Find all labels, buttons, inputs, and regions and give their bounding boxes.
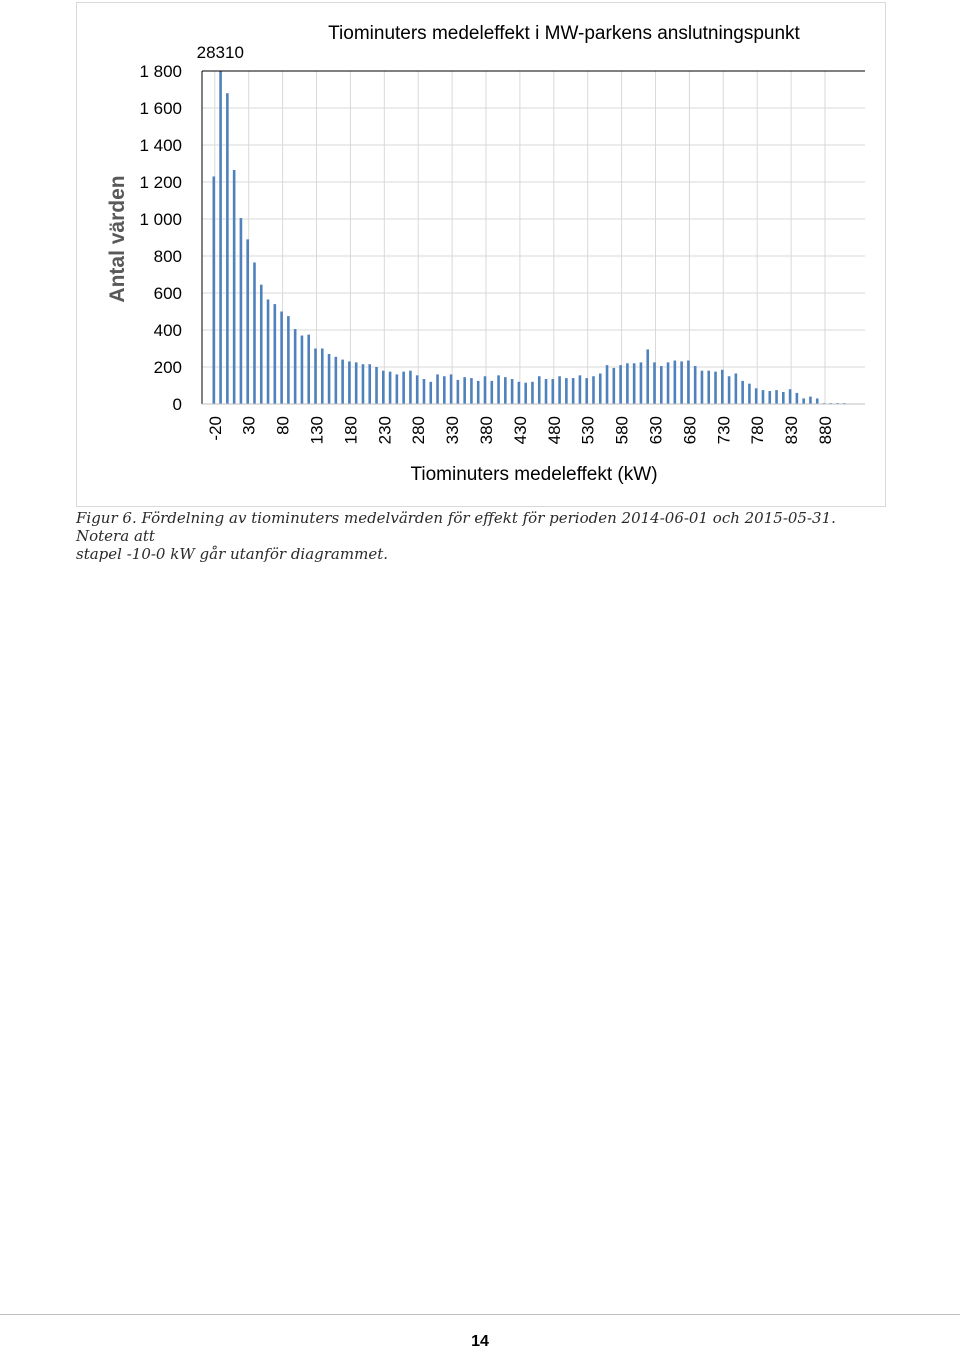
bar xyxy=(653,362,656,404)
x-tick-label: 880 xyxy=(816,416,835,445)
x-tick-label: 480 xyxy=(544,416,564,445)
chart-frame xyxy=(76,2,886,507)
bar xyxy=(280,312,283,405)
bar xyxy=(314,349,317,405)
x-tick-label: 430 xyxy=(510,416,530,445)
bar xyxy=(267,299,270,404)
bar xyxy=(524,383,527,404)
bar xyxy=(599,373,602,404)
bar xyxy=(450,374,453,404)
figure-caption xyxy=(76,509,886,563)
y-tick-label: 400 xyxy=(153,321,182,340)
histogram-chart xyxy=(77,3,887,508)
bar xyxy=(619,365,622,404)
bar xyxy=(613,368,616,404)
y-tick-label: 0 xyxy=(172,395,182,414)
bar xyxy=(463,377,466,404)
bar xyxy=(680,361,683,404)
bar xyxy=(389,372,392,404)
bar xyxy=(748,384,751,404)
bar xyxy=(423,379,426,404)
bar xyxy=(436,374,439,404)
bar xyxy=(341,360,344,404)
bar xyxy=(552,379,555,404)
bar xyxy=(707,371,710,404)
bar xyxy=(287,316,290,404)
bar xyxy=(375,367,378,404)
bars xyxy=(213,71,846,404)
x-tick-label: 730 xyxy=(714,416,734,445)
x-tick-label: 580 xyxy=(612,416,632,445)
bar xyxy=(721,370,724,404)
y-tick-label: 800 xyxy=(153,247,182,266)
bar xyxy=(260,285,263,404)
bar xyxy=(585,378,588,404)
caption-line-1: Figur 6. Fördelning av tiominuters medelvärden för effekt för perioden 2014-06-01 och 2015-05-31. Notera att xyxy=(76,509,836,545)
y-tick-label: 200 xyxy=(153,358,182,377)
bar xyxy=(362,364,365,404)
chart-title: Tiominuters medeleffekt i MW-parkens anslutningspunkt xyxy=(328,23,800,44)
bar xyxy=(409,371,412,404)
y-tick-label: 600 xyxy=(153,284,182,303)
bar xyxy=(633,363,636,404)
bar xyxy=(274,304,277,404)
bar xyxy=(348,361,351,404)
bar xyxy=(504,377,507,404)
x-axis-title: Tiominuters medeleffekt (kW) xyxy=(410,464,658,485)
bar xyxy=(484,376,487,404)
bar xyxy=(789,389,792,404)
bar xyxy=(646,349,649,404)
x-tick-label: 680 xyxy=(680,416,700,445)
bar xyxy=(667,362,670,404)
bar xyxy=(606,365,609,404)
bar xyxy=(775,390,778,404)
bar xyxy=(382,371,385,404)
bar xyxy=(565,378,568,404)
bar xyxy=(809,397,812,404)
x-tick-label: 180 xyxy=(341,416,361,445)
y-tick-label: 1 000 xyxy=(139,210,182,229)
x-tick-label: 330 xyxy=(443,416,463,445)
bar xyxy=(429,382,432,404)
bar xyxy=(579,375,582,404)
bar xyxy=(796,393,799,404)
y-axis-title: Antal värden xyxy=(106,175,129,303)
x-tick-label: 380 xyxy=(477,416,496,445)
bar xyxy=(477,381,480,404)
bar xyxy=(538,376,541,404)
bar xyxy=(572,378,575,404)
x-tick-label: -20 xyxy=(205,416,225,441)
y-tick-label: 1 600 xyxy=(139,99,182,118)
clipped-bar-value-label: 28310 xyxy=(196,43,244,62)
bar xyxy=(396,374,399,404)
bar xyxy=(355,362,358,404)
bar xyxy=(816,398,819,404)
bar xyxy=(307,335,310,404)
bar xyxy=(531,382,534,404)
bar xyxy=(497,375,500,404)
bar xyxy=(558,376,561,404)
bar xyxy=(741,381,744,404)
x-tick-label: 830 xyxy=(782,416,802,445)
bar xyxy=(321,349,324,405)
x-tick-label: 780 xyxy=(748,416,768,445)
bar xyxy=(443,376,446,404)
x-tick-label: 280 xyxy=(409,416,429,445)
bar xyxy=(219,71,222,404)
bar xyxy=(470,378,473,404)
bar xyxy=(674,361,677,404)
page-number: 14 xyxy=(471,1333,489,1350)
x-tick-label: 530 xyxy=(578,416,598,445)
bar xyxy=(294,329,297,404)
bar xyxy=(687,361,690,404)
bar xyxy=(233,170,236,404)
footer-divider xyxy=(0,1314,960,1315)
x-tick-label: 130 xyxy=(307,416,327,445)
y-tick-label: 1 800 xyxy=(139,62,182,81)
bar xyxy=(301,336,304,404)
bar xyxy=(768,391,771,404)
x-tick-label: 80 xyxy=(273,416,293,435)
x-tick-label: 230 xyxy=(375,416,395,445)
x-tick-label: 630 xyxy=(646,416,666,445)
bar xyxy=(253,262,256,404)
bar xyxy=(626,363,629,404)
bar xyxy=(457,380,460,404)
bar xyxy=(802,398,805,404)
bar xyxy=(402,372,405,404)
labels xyxy=(106,23,835,485)
bar xyxy=(416,375,419,404)
bar xyxy=(518,382,521,404)
caption-line-2: stapel -10-0 kW går utanför diagrammet. xyxy=(76,545,388,563)
bar xyxy=(640,362,643,404)
y-tick-label: 1 400 xyxy=(139,136,182,155)
bar xyxy=(335,357,338,404)
bar xyxy=(545,379,548,404)
bar xyxy=(328,354,331,404)
bar xyxy=(240,218,243,404)
bar xyxy=(728,376,731,404)
bar xyxy=(490,381,493,404)
bar xyxy=(735,373,738,404)
bar xyxy=(762,390,765,404)
bar xyxy=(226,93,229,404)
bar xyxy=(592,376,595,404)
bar xyxy=(694,366,697,404)
bar xyxy=(701,371,704,404)
bar xyxy=(511,379,514,404)
bar xyxy=(714,372,717,404)
bar xyxy=(213,176,216,404)
bar xyxy=(368,364,371,404)
bar xyxy=(782,392,785,404)
y-tick-label: 1 200 xyxy=(139,173,182,192)
x-tick-label: 30 xyxy=(239,416,259,435)
bar xyxy=(246,239,249,404)
bar xyxy=(660,366,663,404)
bar xyxy=(755,388,758,404)
